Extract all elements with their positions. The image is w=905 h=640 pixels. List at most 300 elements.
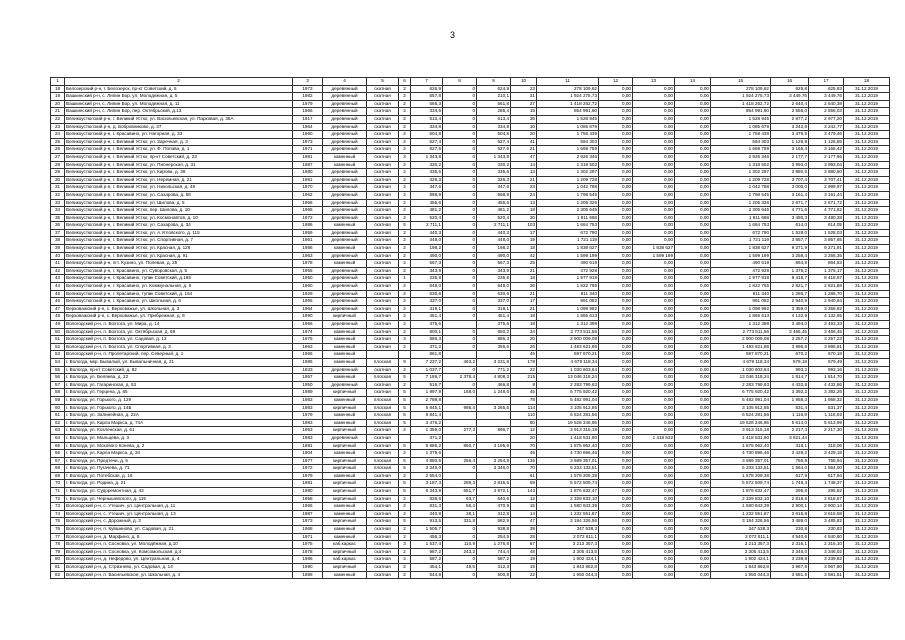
table-cell: 0 xyxy=(443,199,477,207)
table-cell: 630,6 xyxy=(411,290,443,298)
table-cell: 1964 xyxy=(293,305,323,313)
table-cell: 103 xyxy=(511,222,537,230)
table-cell: 3 480,28 xyxy=(809,214,844,222)
table-cell: 597 870,21 xyxy=(537,351,599,359)
table-cell: 2 xyxy=(399,564,411,572)
table-cell: 3 996,81 xyxy=(809,343,844,351)
table-cell: 0 xyxy=(443,533,477,541)
table-cell: каменный xyxy=(323,358,367,366)
table-cell: 0,00 xyxy=(599,252,633,260)
table-cell: деревянный xyxy=(323,321,367,329)
table-cell: 0 xyxy=(443,305,477,313)
table-cell: 1 232 551,87 xyxy=(537,510,599,518)
table-row xyxy=(51,442,890,450)
table-cell: 0,00 xyxy=(633,123,675,131)
table-row xyxy=(51,313,890,321)
table-cell: скатная xyxy=(367,434,399,442)
table-cell: 0 xyxy=(443,328,477,336)
table-cell: 744,4 xyxy=(477,548,511,556)
table-cell: скатная xyxy=(367,336,399,344)
table-cell: деревянный xyxy=(323,283,367,291)
table-cell: 2 773 511,56 xyxy=(711,328,771,336)
table-cell: 2 xyxy=(399,290,411,298)
table-row xyxy=(51,396,890,404)
table-cell: 1 599 199 xyxy=(633,252,675,260)
table-cell: 1980 xyxy=(293,488,323,496)
table-cell: 31.12.2019 xyxy=(844,313,890,321)
table-row xyxy=(51,305,890,313)
table-cell: 2 xyxy=(399,207,411,215)
table-cell: 0,00 xyxy=(675,404,711,412)
table-cell: 50 xyxy=(51,328,65,336)
table-row xyxy=(51,100,890,108)
table-cell: 2 xyxy=(399,571,411,579)
table-cell: 625,83 xyxy=(809,85,844,93)
table-cell: 0 xyxy=(443,138,477,146)
table-cell: 47 xyxy=(51,305,65,313)
table-cell: 1950 xyxy=(293,381,323,389)
table-cell: 0,00 xyxy=(675,434,711,442)
table-cell: Великоустюгский р-н, г. Великий Устюг, пр-кт Советский, д. 23 xyxy=(65,153,293,161)
table-cell: 3 184 326,56 xyxy=(537,518,599,526)
table-cell: 5 xyxy=(399,404,411,412)
table-cell: 5 xyxy=(399,419,411,427)
table-cell: 1979 xyxy=(293,412,323,420)
table-cell: 3 213 357,3 xyxy=(711,541,771,549)
table-cell: 1 302 297 xyxy=(537,169,599,177)
table-cell: 31.12.2019 xyxy=(844,321,890,329)
table-cell: 0,00 xyxy=(599,153,633,161)
table-cell: 312,3 xyxy=(477,564,511,572)
table-cell: г. Вологда, пр-кт Советский, д. 82 xyxy=(65,366,293,374)
table-cell: 3 707,41 xyxy=(809,176,844,184)
table-cell: 2 xyxy=(399,115,411,123)
table-cell: деревянный xyxy=(323,214,367,222)
table-cell: 2 640,38 xyxy=(809,100,844,108)
table-cell: скатная xyxy=(367,108,399,116)
table-cell: 1 580 843,39 xyxy=(537,503,599,511)
table-cell: 45 xyxy=(51,290,65,298)
table-cell: 0,00 xyxy=(633,191,675,199)
table-cell: 3 486,0 xyxy=(771,518,809,526)
table-cell: скатная xyxy=(367,153,399,161)
table-cell: 3 689 357,01 xyxy=(711,457,771,465)
table-cell: 2 177,66 xyxy=(809,153,844,161)
table-cell: скатная xyxy=(367,472,399,480)
table-cell: 2 xyxy=(399,108,411,116)
table-cell: 886,3 xyxy=(477,336,511,344)
table-cell: 3 880,50 xyxy=(809,169,844,177)
table-cell: скатная xyxy=(367,541,399,549)
table-cell: 31.12.2019 xyxy=(844,229,890,237)
table-cell: 0,00 xyxy=(599,351,633,359)
table-cell: 6 524 281,56 xyxy=(537,412,599,420)
table-cell: 5 xyxy=(399,412,411,420)
table-cell: Великоустюгский р-н, г. Великий Устюг, ул. Сахарова, д. 58 xyxy=(65,191,293,199)
column-header: 11 xyxy=(537,78,599,86)
table-cell: 9 xyxy=(399,358,411,366)
table-cell: 31.12.2019 xyxy=(844,412,890,420)
table-cell: 0 xyxy=(443,298,477,306)
table-cell: 254,5 xyxy=(477,533,511,541)
table-cell: 1966 xyxy=(293,321,323,329)
table-cell xyxy=(477,351,511,359)
table-cell: 143 xyxy=(511,488,537,496)
table-cell: 0,00 xyxy=(599,556,633,564)
table-cell: 0,00 xyxy=(599,381,633,389)
table-cell: 31.12.2019 xyxy=(844,305,890,313)
table-row xyxy=(51,108,890,116)
table-cell: 0 xyxy=(443,123,477,131)
column-header: 8 xyxy=(443,78,477,86)
table-cell: 2 072 611,1 xyxy=(537,533,599,541)
table-cell: 0,00 xyxy=(675,336,711,344)
table-cell: плоская xyxy=(367,396,399,404)
table-cell: 2 072 611,1 xyxy=(711,533,771,541)
table-cell: 2 940,84 xyxy=(809,298,844,306)
table-cell: 1 822 765 xyxy=(537,283,599,291)
table-cell: 2 818,57 xyxy=(809,495,844,503)
table-cell: Вашкинский р-н, с. Липин Бор, ул. Молодежная, д. 5 xyxy=(65,93,293,101)
table-cell: 110 xyxy=(511,412,537,420)
table-cell: скатная xyxy=(367,267,399,275)
table-cell: 73 xyxy=(51,503,65,511)
table-cell: 0,00 xyxy=(599,343,633,351)
column-header: 13 xyxy=(633,78,675,86)
table-cell: 5 xyxy=(399,465,411,473)
table-cell: 31.12.2019 xyxy=(844,404,890,412)
table-cell: 2 xyxy=(399,366,411,374)
table-cell: 18 xyxy=(511,275,537,283)
table-cell: 1 248,6 xyxy=(477,389,511,397)
table-row xyxy=(51,93,890,101)
table-cell: 168,0 xyxy=(443,389,477,397)
table-cell: 3 449,76 xyxy=(771,93,809,101)
table-cell: каменный xyxy=(323,245,367,253)
table-cell: 2 xyxy=(399,267,411,275)
table-cell: 53 xyxy=(51,351,65,359)
table-cell: 66 xyxy=(51,450,65,458)
table-cell: 451,4 xyxy=(477,313,511,321)
table-cell: 0,00 xyxy=(633,564,675,572)
table-cell: 1 418 531,90 xyxy=(537,434,599,442)
register-table xyxy=(50,77,890,579)
table-cell: 0,00 xyxy=(633,374,675,382)
table-cell: 93,7 xyxy=(443,495,477,503)
table-cell: 0,00 xyxy=(633,358,675,366)
table-cell: 2 xyxy=(399,85,411,93)
table-cell: каменный xyxy=(323,161,367,169)
table-cell: каменный xyxy=(323,153,367,161)
table-cell: 0,00 xyxy=(675,108,711,116)
table-cell: 1 418 532 xyxy=(633,434,675,442)
table-cell: 3 305 413,5 xyxy=(711,548,771,556)
table-cell: 319,1 xyxy=(411,305,443,313)
table-cell: 3 xyxy=(399,541,411,549)
table-cell: 0,00 xyxy=(599,161,633,169)
table-cell: 2 xyxy=(399,313,411,321)
table-cell: 78 xyxy=(511,396,537,404)
table-cell: плоская xyxy=(367,374,399,382)
table-cell: 31.12.2019 xyxy=(844,495,890,503)
table-cell: 1 748,4 xyxy=(771,480,809,488)
table-cell: 70 xyxy=(511,465,537,473)
table-row xyxy=(51,419,890,427)
table-cell: 1 564,0 xyxy=(771,465,809,473)
table-cell: плоская xyxy=(367,457,399,465)
table-cell: 854 991,60 xyxy=(537,108,599,116)
table-cell: скатная xyxy=(367,526,399,534)
table-cell: 0 xyxy=(443,93,477,101)
table-cell: деревянный xyxy=(323,366,367,374)
table-cell: 672 790 xyxy=(537,229,599,237)
table-cell: 1 599 199 xyxy=(537,252,599,260)
table-cell: 0,00 xyxy=(599,93,633,101)
table-cell: 31.12.2019 xyxy=(844,298,890,306)
table-cell: каменный xyxy=(323,510,367,518)
table-cell: 0,00 xyxy=(599,321,633,329)
table-cell: 0,00 xyxy=(675,548,711,556)
table-cell: скатная xyxy=(367,169,399,177)
table-cell: Вологодский р-н, п. Вохтога, ул. Мира, д. 14 xyxy=(65,321,293,329)
table-cell: 2 283 799,63 xyxy=(537,381,599,389)
table-cell: 31.12.2019 xyxy=(844,533,890,541)
table-cell: 3 195,9 xyxy=(477,442,511,450)
table-cell: 3 258,4 xyxy=(771,252,809,260)
table-row xyxy=(51,518,890,526)
table-cell: Вологодский р-н, п. Сосновка, ул. Молодёжная, д.10 xyxy=(65,541,293,549)
table-cell: Вологодский р-н, п. Пролетарский, пер. Северный, д. 1 xyxy=(65,351,293,359)
table-cell: 0 xyxy=(443,191,477,199)
table-row xyxy=(51,214,890,222)
table-row xyxy=(51,434,890,442)
table-cell: 31.12.2019 xyxy=(844,283,890,291)
table-cell: 2 xyxy=(399,199,411,207)
table-cell: 1 286,70 xyxy=(809,290,844,298)
table-cell: 3 392,26 xyxy=(809,389,844,397)
table-cell: 913,5 xyxy=(411,518,443,526)
table-cell: деревянный xyxy=(323,115,367,123)
table-cell: г. Вологда, ул. Гагаринская, д. 53 xyxy=(65,381,293,389)
table-cell: 3 242,77 xyxy=(809,123,844,131)
table-cell: 2 900 009,08 xyxy=(537,336,599,344)
table-cell: 22 xyxy=(511,571,537,579)
table-cell: 31.12.2019 xyxy=(844,207,890,215)
table-cell: 5 841,4 xyxy=(411,412,443,420)
table-cell: 456,3 xyxy=(411,533,443,541)
table-cell: 31.12.2019 xyxy=(844,123,890,131)
table-cell: 1975 xyxy=(293,541,323,549)
table-cell: 2 xyxy=(399,131,411,139)
table-cell: каменный xyxy=(323,396,367,404)
table-cell: 0,00 xyxy=(675,518,711,526)
table-cell: 1 924 275,73 xyxy=(711,93,771,101)
table-cell: 490 619 xyxy=(711,260,771,268)
table-cell: кирпичный xyxy=(323,427,367,435)
table-cell: 811 340 xyxy=(537,290,599,298)
table-cell: 347 538,3 xyxy=(711,526,771,534)
table-cell: 48 xyxy=(51,313,65,321)
table-cell: 0,00 xyxy=(599,404,633,412)
table-cell: скатная xyxy=(367,176,399,184)
table-cell: 0,00 xyxy=(599,533,633,541)
table-cell: 33 xyxy=(51,199,65,207)
table-cell: 0,00 xyxy=(599,541,633,549)
table-cell: 651,7 xyxy=(443,488,477,496)
table-cell: 594 303 xyxy=(537,138,599,146)
table-cell: 0 xyxy=(443,184,477,192)
table-row xyxy=(51,321,890,329)
table-cell: 19 528 346,95 xyxy=(537,419,599,427)
table-cell: 1960 xyxy=(293,283,323,291)
table-cell: 3 821,44 xyxy=(771,434,809,442)
table-row xyxy=(51,283,890,291)
table-cell: 0 xyxy=(443,267,477,275)
table-cell: каб.каркас xyxy=(323,541,367,549)
table-cell: 1 758 439 xyxy=(537,131,599,139)
table-cell: 343,9 xyxy=(411,267,443,275)
table-cell: 0,00 xyxy=(633,229,675,237)
table-cell: 3 485,82 xyxy=(809,518,844,526)
table-cell: 0,00 xyxy=(675,115,711,123)
table-cell: 61 xyxy=(511,472,537,480)
table-cell: 1 098 992 xyxy=(711,305,771,313)
table-cell: г. Вологда, ул. Залинейная, д. 22А xyxy=(65,412,293,420)
table-row xyxy=(51,184,890,192)
table-row xyxy=(51,275,890,283)
table-cell: 886,3 xyxy=(411,336,443,344)
table-cell: 991 082 xyxy=(711,298,771,306)
table-cell: 0,00 xyxy=(675,526,711,534)
table-row xyxy=(51,510,890,518)
table-row xyxy=(51,488,890,496)
table-cell: 334,8 xyxy=(411,123,443,131)
table-cell: 20 xyxy=(511,336,537,344)
table-cell: 36 xyxy=(511,115,537,123)
table-cell: 4 771,62 xyxy=(809,207,844,215)
table-cell: 80 xyxy=(511,419,537,427)
table-cell: 0 xyxy=(443,222,477,230)
table-cell: г. Вологда, ул. Горького, д. 14Б xyxy=(65,404,293,412)
table-row xyxy=(51,161,890,169)
table-cell: 0,00 xyxy=(675,457,711,465)
table-cell: 25 xyxy=(511,260,537,268)
table-cell: 3 105 912,85 xyxy=(537,404,599,412)
table-cell: 0,00 xyxy=(599,115,633,123)
table-cell: 31.12.2019 xyxy=(844,503,890,511)
table-cell: 28,1 xyxy=(443,510,477,518)
table-cell: 0,00 xyxy=(633,290,675,298)
table-cell: 531,37 xyxy=(809,404,844,412)
table-cell: 375,6 xyxy=(477,321,511,329)
table-cell: скатная xyxy=(367,161,399,169)
table-cell: 318,06 xyxy=(809,442,844,450)
table-cell: 0,00 xyxy=(675,245,711,253)
table-cell: 27 xyxy=(51,153,65,161)
table-cell: кирпичный xyxy=(323,480,367,488)
table-cell: 0 xyxy=(443,252,477,260)
table-cell: 0,00 xyxy=(633,571,675,579)
table-cell: скатная xyxy=(367,381,399,389)
table-cell: 597 870,21 xyxy=(711,351,771,359)
table-cell: 1 537,4 xyxy=(411,541,443,549)
table-cell: 0,00 xyxy=(599,450,633,458)
table-cell: 31.12.2019 xyxy=(844,465,890,473)
table-cell: 0,00 xyxy=(599,336,633,344)
table-cell: 13 046 318,24 xyxy=(711,374,771,382)
table-cell: 1 098 992 xyxy=(537,305,599,313)
table-cell: 755,9 xyxy=(771,457,809,465)
table-cell: 3 265,5 xyxy=(477,404,511,412)
table-cell: 7 237,2 xyxy=(411,358,443,366)
table-cell: 0,00 xyxy=(599,290,633,298)
table-cell: 0,00 xyxy=(599,427,633,435)
table-cell: 54 xyxy=(51,358,65,366)
table-row xyxy=(51,85,890,93)
table-cell: скатная xyxy=(367,199,399,207)
table-cell: Вологодский р-н, п. Сосновка, ул. Комсомольская, д.4 xyxy=(65,548,293,556)
table-cell: 230,83 xyxy=(809,526,844,534)
table-cell: 4 872,1 xyxy=(477,488,511,496)
table-cell: 670,18 xyxy=(809,351,844,359)
table-cell: 1957 xyxy=(293,374,323,382)
table-cell: 614,05 xyxy=(809,222,844,230)
table-cell: 0 xyxy=(443,366,477,374)
table-cell: 34 xyxy=(511,328,537,336)
table-cell: 3 449,76 xyxy=(809,93,844,101)
table-cell: 587,2 xyxy=(411,556,443,564)
table-cell: 5 xyxy=(399,457,411,465)
table-cell: деревянный xyxy=(323,237,367,245)
table-cell: 0,00 xyxy=(675,146,711,154)
table-cell: 0 xyxy=(443,290,477,298)
table-cell: 1987 xyxy=(293,161,323,169)
table-cell xyxy=(443,450,477,458)
table-cell: 2 xyxy=(399,321,411,329)
table-cell: 30 xyxy=(51,176,65,184)
table-cell: 670,2 xyxy=(771,351,809,359)
table-cell: 31.12.2019 xyxy=(844,381,890,389)
table-cell: каменный xyxy=(323,571,367,579)
table-cell: Великоустюгский р-н, г. Великий Устюг, ул. А.Угловского, д. 115 xyxy=(65,229,293,237)
table-cell: 3 161,4 xyxy=(771,191,809,199)
table-cell: 3 187,3 xyxy=(411,480,443,488)
table-cell: 67 xyxy=(511,541,537,549)
table-cell: 61 xyxy=(51,412,65,420)
table-cell: 235,8 xyxy=(411,275,443,283)
table-cell: 31.12.2019 xyxy=(844,571,890,579)
table-cell: деревянный xyxy=(323,275,367,283)
table-cell: 0,00 xyxy=(633,138,675,146)
table-cell: Вологодский р-н, с. Утешич, ул. Центральная, д. 11 xyxy=(65,503,293,511)
table-cell: 4 679 118,34 xyxy=(537,358,599,366)
table-cell: 1 950 044,3 xyxy=(537,571,599,579)
table-cell: 0,00 xyxy=(599,419,633,427)
table-cell: 0,00 xyxy=(675,358,711,366)
table-cell: 0,00 xyxy=(599,138,633,146)
table-cell: деревянный xyxy=(323,176,367,184)
table-cell: 31.12.2019 xyxy=(844,184,890,192)
table-cell: скатная xyxy=(367,237,399,245)
table-cell: 1982 xyxy=(293,93,323,101)
table-cell: 0,00 xyxy=(675,465,711,473)
table-cell: 31.12.2019 xyxy=(844,548,890,556)
table-cell: 0,00 xyxy=(633,328,675,336)
table-row xyxy=(51,541,890,549)
table-cell: 0 xyxy=(443,260,477,268)
table-cell: 1 375,17 xyxy=(809,267,844,275)
table-cell: Великоустюгский р-н, д. Бобровниково, д. 37 xyxy=(65,123,293,131)
